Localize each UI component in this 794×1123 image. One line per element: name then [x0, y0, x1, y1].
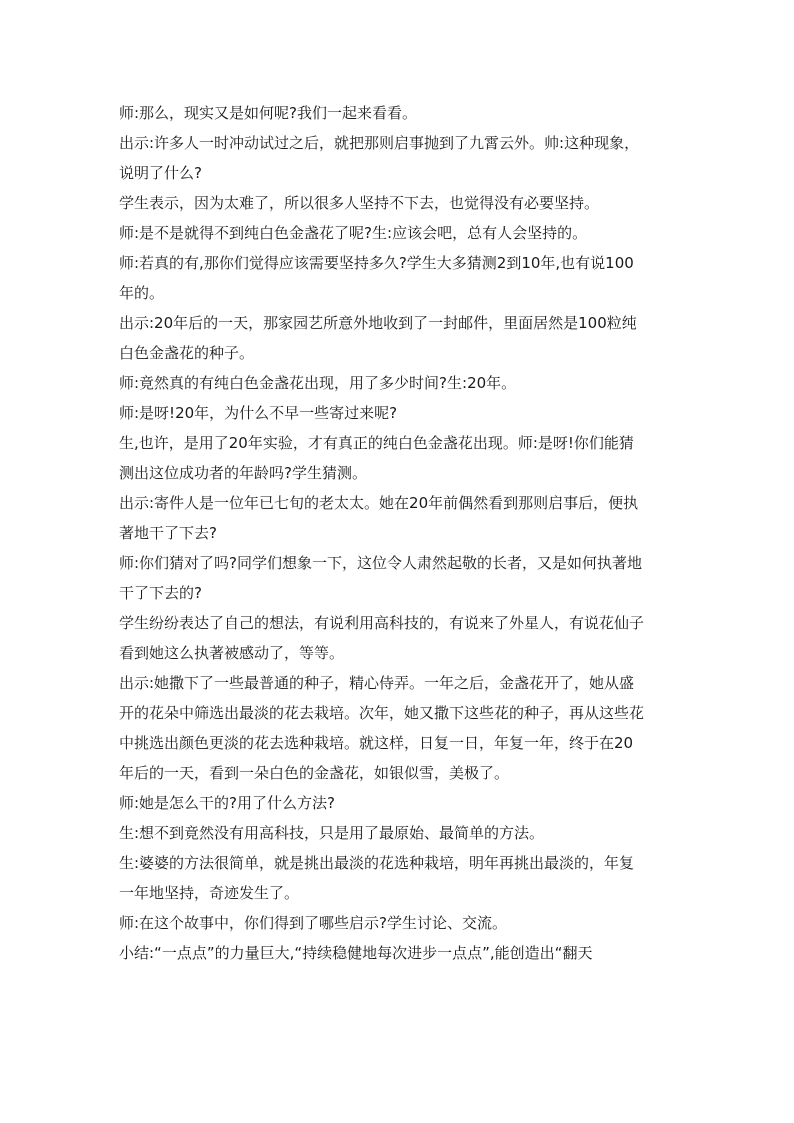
text-line: 中挑选出颜色更淡的花去选种栽培。就这样，日复一日，年复一年，终于在20: [119, 734, 634, 752]
text-line: 出示:她撒下了一些最普通的种子，精心侍弄。一年之后，金盏花开了，她从盛: [119, 674, 635, 692]
text-line: 师:在这个故事中，你们得到了哪些启示?学生讨论、交流。: [119, 914, 508, 932]
text-line: 师:是呀!20年，为什么不早一些寄过来呢?: [119, 404, 398, 422]
text-line: 著地干了下去?: [119, 524, 217, 542]
text-line: 学生表示，因为太难了，所以很多人坚持不下去，也觉得没有必要坚持。: [119, 194, 600, 212]
text-line: 出示:寄件人是一位年已七旬的老太太。她在20年前偶然看到那则启事后，便执: [119, 494, 639, 512]
text-line: 白色金盏花的种子。: [119, 344, 255, 362]
text-line: 师:你们猜对了吗?同学们想象一下，这位令人肃然起敬的长者，又是如何执著地: [119, 554, 643, 572]
text-line: 生:想不到竟然没有用高科技，只是用了最原始、最简单的方法。: [119, 824, 545, 842]
text-line: 测出这位成功者的年龄吗?学生猜测。: [119, 464, 367, 482]
text-line: 师:若真的有,那你们觉得应该需要坚持多久?学生大多猜测2到10年,也有说100: [119, 254, 634, 272]
text-line: 师:是不是就得不到纯白色金盏花了呢?生:应该会吧，总有人会坚持的。: [119, 224, 588, 242]
text-line: 师:那么，现实又是如何呢?我们一起来看看。: [119, 104, 418, 122]
text-line: 干了下去的?: [119, 584, 202, 602]
text-line: 一年地坚持，奇迹发生了。: [119, 884, 300, 902]
text-line: 师:她是怎么干的?用了什么方法?: [119, 794, 335, 812]
text-line: 看到她这么执著被感动了，等等。: [119, 644, 345, 662]
text-line: 开的花朵中筛选出最淡的花去栽培。次年，她又撒下这些花的种子，再从这些花: [119, 704, 645, 722]
text-line: 年后的一天，看到一朵白色的金盏花，如银似雪，美极了。: [119, 764, 510, 782]
text-line: 小结:“一点点”的力量巨大,“持续稳健地每次进步一点点”,能创造出“翻天: [119, 944, 593, 962]
document-body: [119, 98, 679, 968]
text-line: 师:竟然真的有纯白色金盏花出现，用了多少时间?生:20年。: [119, 374, 517, 392]
text-line: 学生纷纷表达了自己的想法，有说利用高科技的，有说来了外星人，有说花仙子: [119, 614, 645, 632]
text-line: 生:婆婆的方法很简单，就是挑出最淡的花选种栽培，明年再挑出最淡的，年复: [119, 854, 635, 872]
text-line: 年的。: [119, 284, 165, 302]
text-line: 出示:许多人一时冲动试过之后，就把那则启事抛到了九霄云外。帅:这种现象，: [119, 134, 640, 152]
text-line: 出示:20年后的一天，那家园艺所意外地收到了一封邮件，里面居然是100粒纯: [119, 314, 637, 332]
text-line: 生,也许，是用了20年实验，才有真正的纯白色金盏花出现。师:是呀!你们能猜: [119, 434, 634, 452]
text-line: 说明了什么?: [119, 164, 202, 182]
